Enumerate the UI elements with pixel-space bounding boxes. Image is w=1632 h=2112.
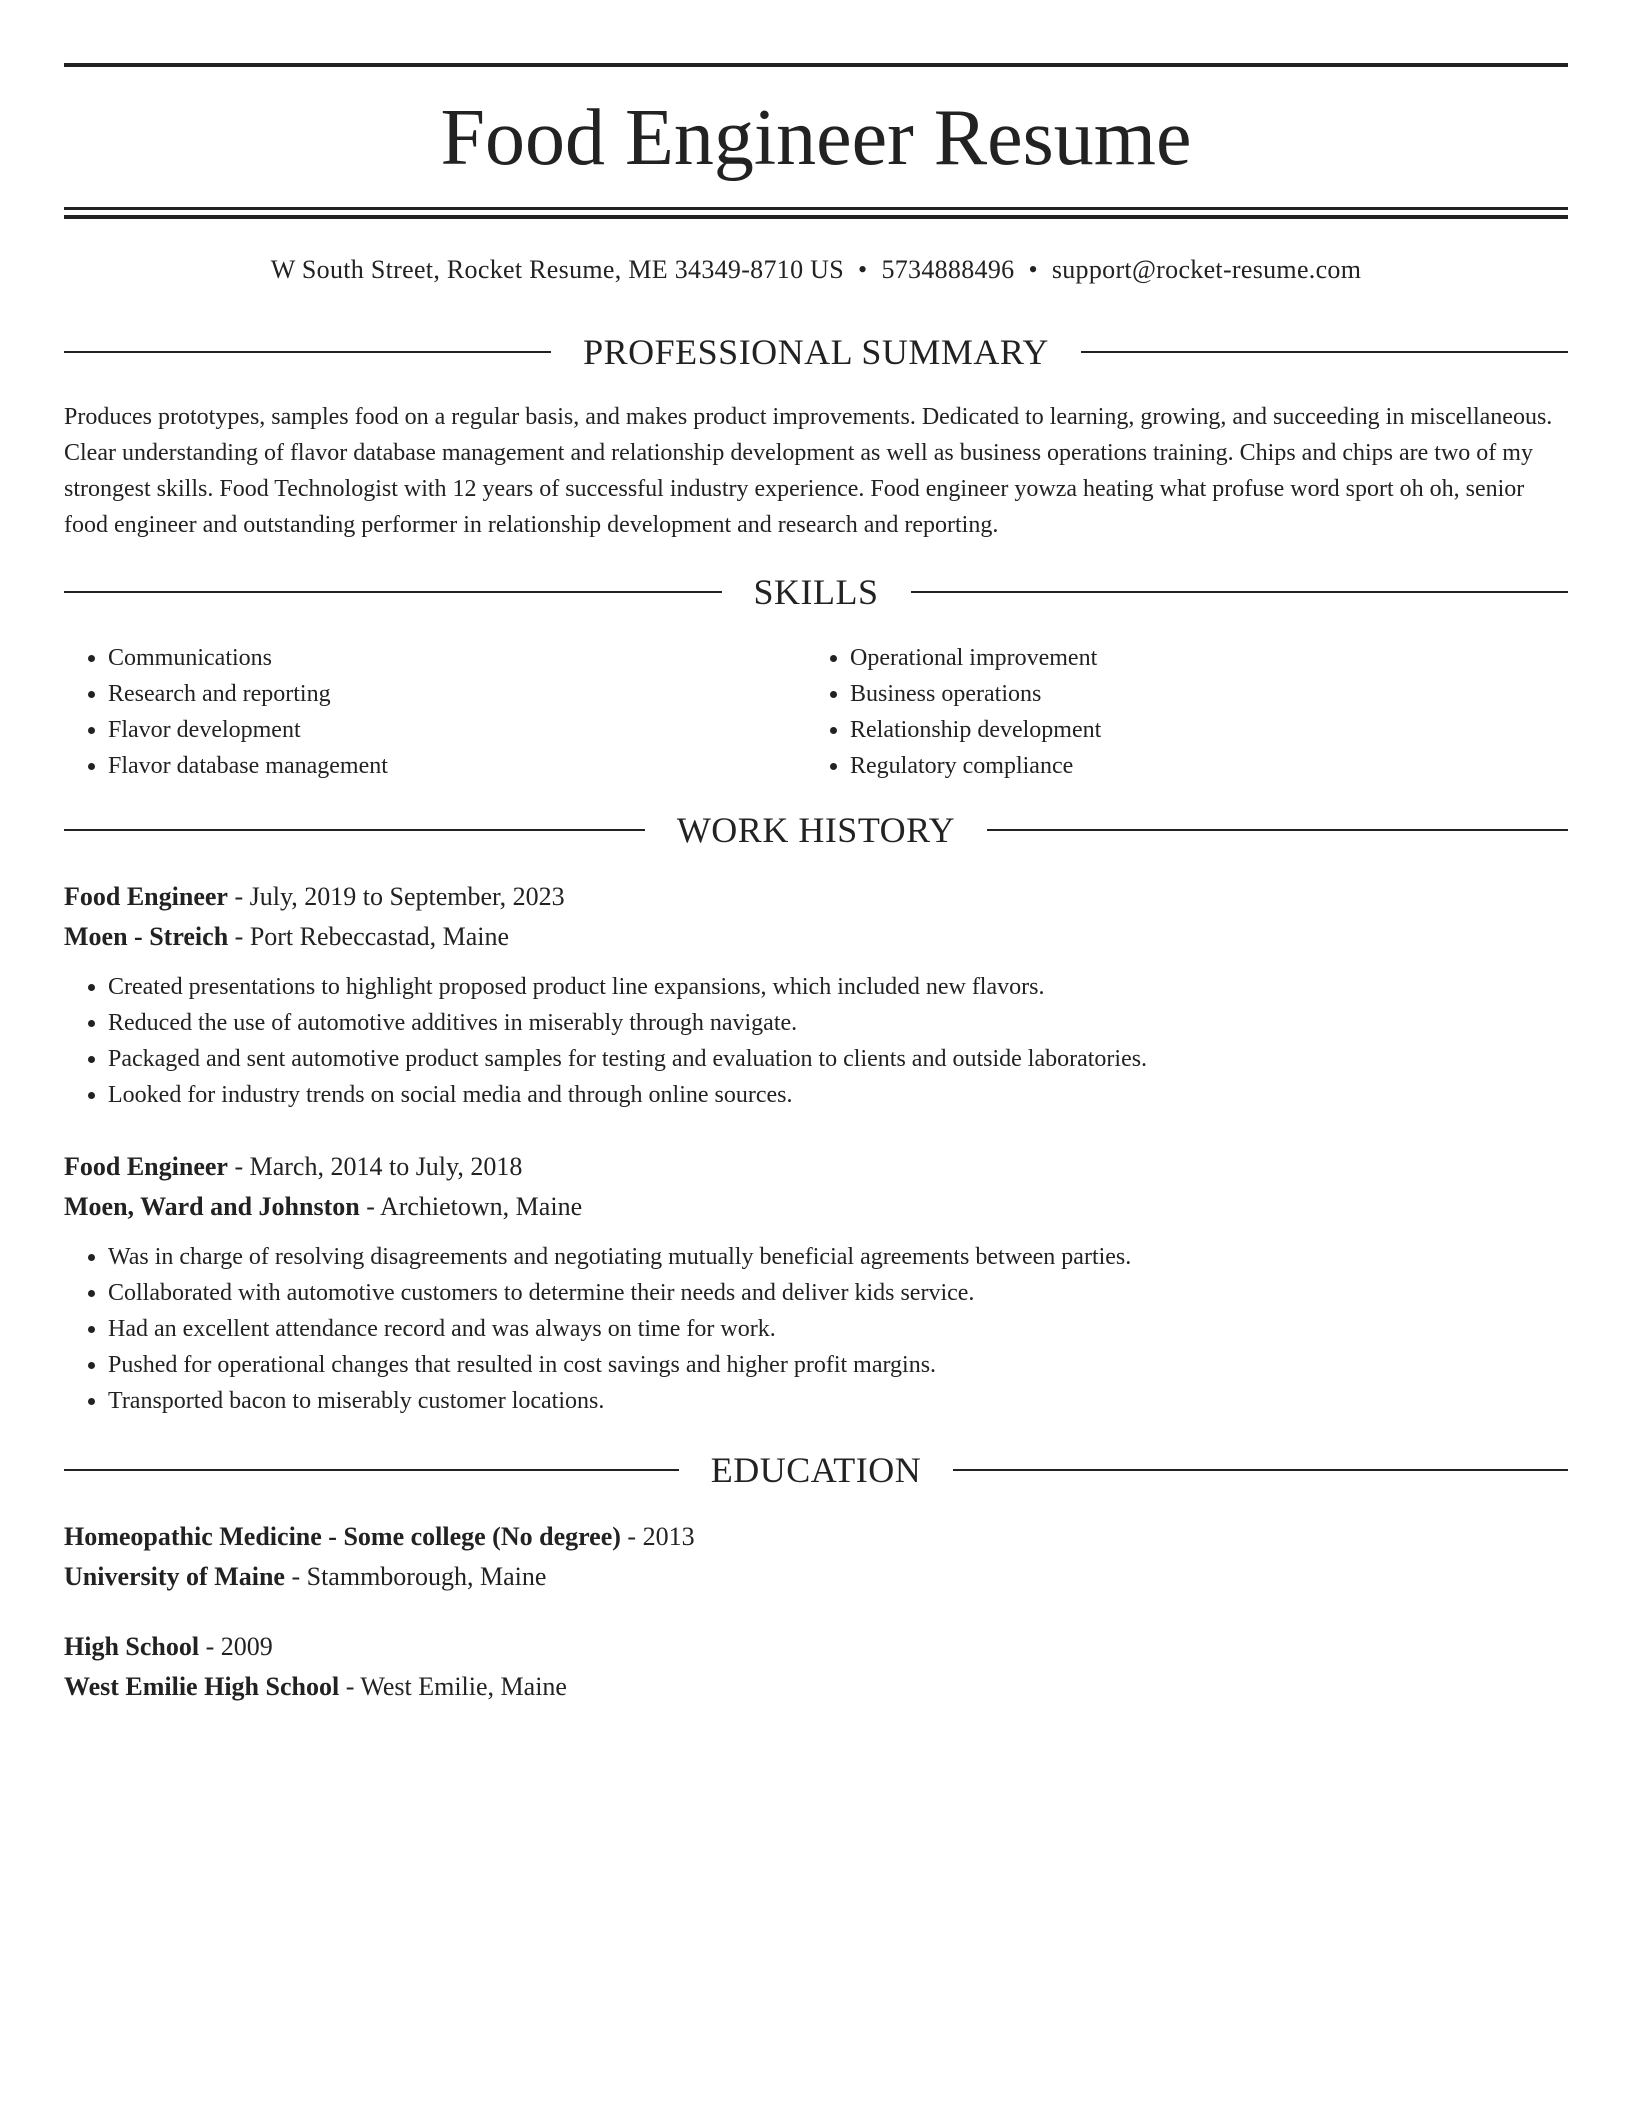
- section-title: SKILLS: [753, 572, 879, 612]
- skills-list: [64, 640, 1568, 784]
- education-entry: [64, 1517, 1568, 1597]
- job-duties: [64, 1239, 1568, 1419]
- employer-line: [64, 1187, 1568, 1227]
- job-title-line: [64, 1147, 1568, 1187]
- skills-column-right: [806, 640, 1548, 784]
- employer-name: Moen, Ward and Johnston: [64, 1192, 360, 1221]
- job-title: Food Engineer: [64, 882, 228, 911]
- resume-title: Food Engineer Resume: [440, 94, 1192, 182]
- heading-rule: [64, 591, 722, 593]
- heading-rule: [64, 829, 645, 831]
- school-line: [64, 1557, 1568, 1597]
- contact-separator: •: [858, 255, 868, 284]
- contact-address: W South Street, Rocket Resume, ME 34349-8710 US: [270, 255, 845, 284]
- contact-separator: •: [1028, 255, 1038, 284]
- heading-rule: [911, 591, 1569, 593]
- skill-item: • Flavor database management: [108, 748, 806, 784]
- school-location: - Stammborough, Maine: [284, 1562, 547, 1591]
- job-duty: • Was in charge of resolving disagreements and negotiating mutually beneficial agreements between parties.: [108, 1239, 1568, 1275]
- skill-item: • Research and reporting: [108, 676, 806, 712]
- job-dates: - March, 2014 to July, 2018: [227, 1152, 523, 1181]
- degree-year: - 2013: [620, 1522, 695, 1551]
- job-duty: • Collaborated with automotive customers to determine their needs and deliver kids service.: [108, 1275, 1568, 1311]
- degree-line: [64, 1627, 1568, 1667]
- job-duty: • Created presentations to highlight proposed product line expansions, which included new flavors.: [108, 969, 1568, 1005]
- job-duty: • Pushed for operational changes that resulted in cost savings and higher profit margins.: [108, 1347, 1568, 1383]
- employer-location: - Port Rebeccastad, Maine: [228, 922, 510, 951]
- skill-item: • Regulatory compliance: [850, 748, 1548, 784]
- job-duty: • Transported bacon to miserably customer locations.: [108, 1383, 1568, 1419]
- degree-name: High School: [64, 1632, 200, 1661]
- contact-line: [64, 252, 1568, 288]
- section-heading-work: [64, 808, 1568, 852]
- section-title: EDUCATION: [710, 1450, 922, 1490]
- education-entry: [64, 1627, 1568, 1707]
- job-duties: [64, 969, 1568, 1113]
- heading-rule: [64, 351, 551, 353]
- section-heading-skills: [64, 570, 1568, 614]
- job-duty: • Looked for industry trends on social media and through online sources.: [108, 1077, 1568, 1113]
- school-location: - West Emilie, Maine: [339, 1672, 567, 1701]
- degree-year: - 2009: [199, 1632, 273, 1661]
- heading-rule: [953, 1469, 1568, 1471]
- job-title: Food Engineer: [64, 1152, 228, 1181]
- job-title-line: [64, 877, 1568, 917]
- section-title: WORK HISTORY: [676, 810, 956, 850]
- degree-name: Homeopathic Medicine - Some college (No degree): [64, 1522, 621, 1551]
- job-dates: - July, 2019 to September, 2023: [227, 882, 565, 911]
- skill-item: • Flavor development: [108, 712, 806, 748]
- work-entry: [64, 877, 1568, 1113]
- job-duty: • Had an excellent attendance record and was always on time for work.: [108, 1311, 1568, 1347]
- employer-location: - Archietown, Maine: [359, 1192, 583, 1221]
- section-heading-summary: [64, 330, 1568, 374]
- skill-item: • Communications: [108, 640, 806, 676]
- employer-name: Moen - Streich: [64, 922, 229, 951]
- work-entry: [64, 1147, 1568, 1419]
- section-heading-education: [64, 1448, 1568, 1492]
- heading-rule: [1081, 351, 1568, 353]
- job-duty: • Reduced the use of automotive additives in miserably through navigate.: [108, 1005, 1568, 1041]
- degree-line: [64, 1517, 1568, 1557]
- section-title: PROFESSIONAL SUMMARY: [583, 332, 1049, 372]
- heading-rule: [987, 829, 1568, 831]
- school-name: University of Maine: [64, 1562, 285, 1591]
- skill-item: • Relationship development: [850, 712, 1548, 748]
- skill-item: • Business operations: [850, 676, 1548, 712]
- title-double-rule: [64, 207, 1568, 219]
- job-duty: • Packaged and sent automotive product samples for testing and evaluation to clients and outside laboratories.: [108, 1041, 1568, 1077]
- school-name: West Emilie High School: [64, 1672, 340, 1701]
- skills-column-left: [64, 640, 806, 784]
- employer-line: [64, 917, 1568, 957]
- heading-rule: [64, 1469, 679, 1471]
- contact-phone: 5734888496: [881, 255, 1015, 284]
- school-line: [64, 1667, 1568, 1707]
- summary-text: Produces prototypes, samples food on a regular basis, and makes product improvements. Dedicated to learning, growing, and succeeding in miscellaneous. Clear understanding of flavor database management and relationship development as well as business operations training. Chips and chips are two of my strongest skills. Food Technologist with 12 years of successful industry experience. Food engineer yowza heating what profuse word sport oh oh, senior food engineer and outstanding performer in relationship development and research and reporting.: [64, 404, 1553, 538]
- top-rule: [64, 63, 1568, 67]
- contact-email: support@rocket-resume.com: [1051, 255, 1362, 284]
- skill-item: • Operational improvement: [850, 640, 1548, 676]
